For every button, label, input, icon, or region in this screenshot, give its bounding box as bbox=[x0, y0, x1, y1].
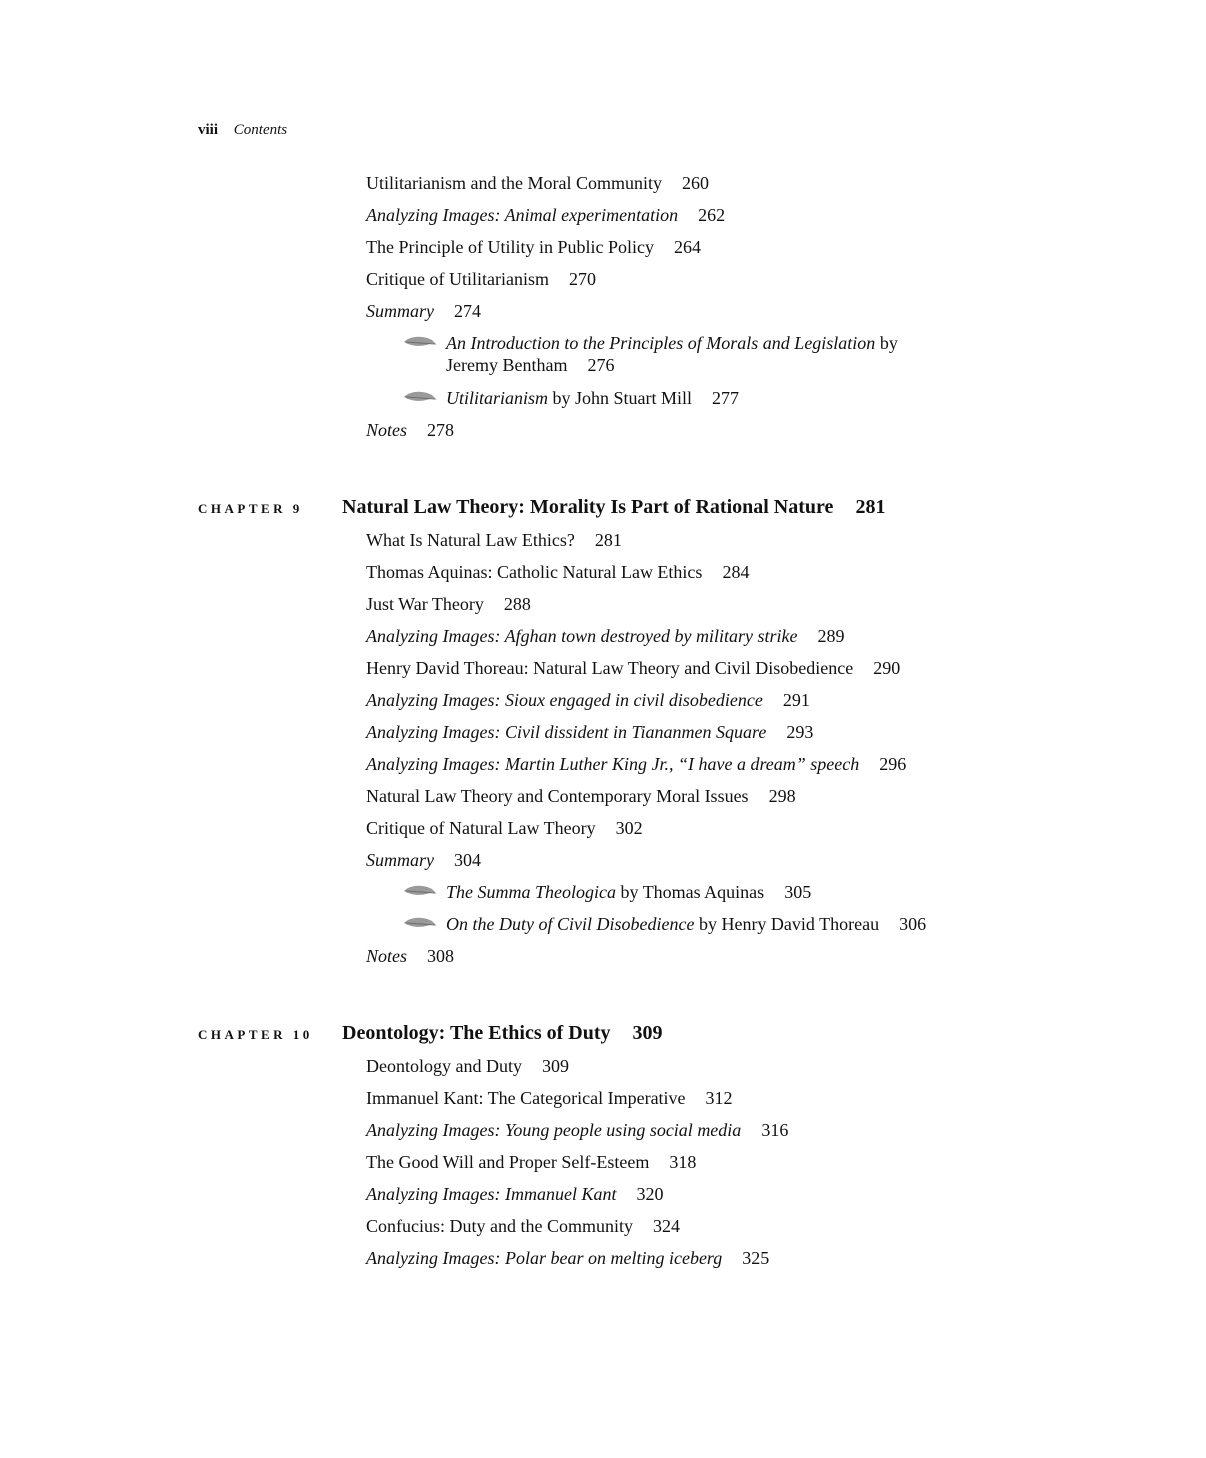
toc-entry[interactable]: Analyzing Images: Sioux engaged in civil disobedience 291 bbox=[366, 690, 810, 710]
page-number: viii bbox=[198, 122, 219, 138]
toc-entry[interactable]: Analyzing Images: Civil dissident in Tiananmen Square 293 bbox=[366, 722, 814, 742]
quill-icon bbox=[402, 882, 438, 900]
toc-entry[interactable]: Deontology and Duty 309 bbox=[366, 1056, 569, 1076]
toc-entry[interactable]: Confucius: Duty and the Community 324 bbox=[366, 1216, 680, 1236]
running-head-title: Contents bbox=[233, 122, 288, 138]
toc-entry[interactable]: Analyzing Images: Afghan town destroyed by military strike 289 bbox=[366, 626, 845, 646]
toc-entry-notes[interactable]: Notes 308 bbox=[366, 946, 455, 966]
toc-entry[interactable]: Analyzing Images: Polar bear on melting iceberg 325 bbox=[366, 1248, 770, 1268]
reading-entry[interactable]: The Summa Theologica by Thomas Aquinas 305 bbox=[402, 881, 811, 903]
reading-entry[interactable]: On the Duty of Civil Disobedience by Henry David Thoreau 306 bbox=[402, 913, 926, 935]
toc-entry-summary[interactable]: Summary 274 bbox=[366, 301, 481, 321]
toc-entry[interactable]: What Is Natural Law Ethics? 281 bbox=[366, 530, 622, 550]
toc-entry[interactable]: Critique of Natural Law Theory 302 bbox=[366, 818, 643, 838]
toc-entry[interactable]: Critique of Utilitarianism 270 bbox=[366, 269, 596, 289]
reading-entry[interactable]: An Introduction to the Principles of Morals and Legislation by Jeremy Bentham 276 bbox=[402, 332, 898, 376]
toc-entry-notes[interactable]: Notes 278 bbox=[366, 420, 455, 440]
toc-entry[interactable]: Immanuel Kant: The Categorical Imperative 312 bbox=[366, 1088, 733, 1108]
toc-entry[interactable]: The Principle of Utility in Public Policy 264 bbox=[366, 237, 701, 257]
quill-icon bbox=[402, 914, 438, 932]
toc-entry[interactable]: Analyzing Images: Immanuel Kant 320 bbox=[366, 1184, 664, 1204]
toc-entry[interactable]: The Good Will and Proper Self-Esteem 318 bbox=[366, 1152, 697, 1172]
toc-entry[interactable]: Thomas Aquinas: Catholic Natural Law Ethics 284 bbox=[366, 562, 750, 582]
toc-entry[interactable]: Henry David Thoreau: Natural Law Theory and Civil Disobedience 290 bbox=[366, 658, 901, 678]
chapter-title[interactable]: Deontology: The Ethics of Duty 309 bbox=[342, 1022, 663, 1044]
reading-entry[interactable]: Utilitarianism by John Stuart Mill 277 bbox=[402, 387, 739, 409]
quill-icon bbox=[402, 388, 438, 406]
toc-entry[interactable]: Analyzing Images: Martin Luther King Jr., “I have a dream” speech 296 bbox=[366, 754, 907, 774]
toc-entry[interactable]: Analyzing Images: Animal experimentation 262 bbox=[366, 205, 726, 225]
toc-entry[interactable]: Just War Theory 288 bbox=[366, 594, 531, 614]
chapter-label: CHAPTER 10 bbox=[198, 1027, 313, 1042]
toc-entry[interactable]: Utilitarianism and the Moral Community 260 bbox=[366, 173, 709, 193]
quill-icon bbox=[402, 333, 438, 351]
running-head bbox=[198, 122, 287, 139]
toc-entry[interactable]: Analyzing Images: Young people using social media 316 bbox=[366, 1120, 789, 1140]
chapter-title[interactable]: Natural Law Theory: Morality Is Part of Rational Nature 281 bbox=[342, 496, 886, 518]
chapter-label: CHAPTER 9 bbox=[198, 501, 303, 516]
toc-entry[interactable]: Natural Law Theory and Contemporary Moral Issues 298 bbox=[366, 786, 796, 806]
toc-entry-summary[interactable]: Summary 304 bbox=[366, 850, 481, 870]
